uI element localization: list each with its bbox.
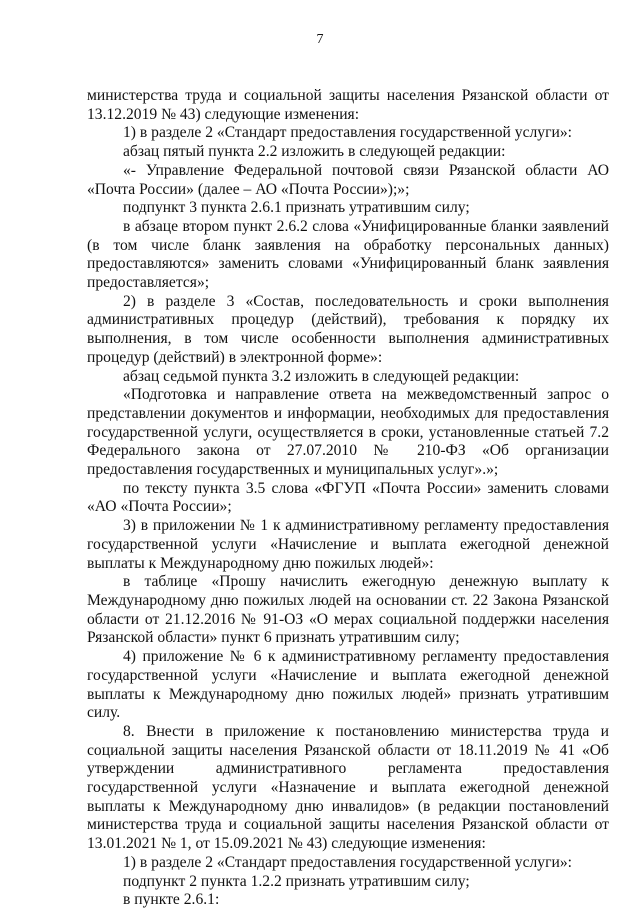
paragraph: подпункт 3 пункта 2.6.1 признать утратившим силу; bbox=[123, 199, 470, 217]
paragraph: 1) в разделе 2 «Стандарт предоставления государственной услуги»: bbox=[123, 124, 572, 142]
paragraph: по тексту пункта 3.5 слова «ФГУП «Почта России» заменить словами «АО «Почта России»; bbox=[87, 479, 609, 516]
paragraph: «Подготовка и направление ответа на межведомственный запрос о представлении документов и информации, необходимых для предоставления государственной услуги, осуществляется в сроки, установленные статьей 7.2 Федерального закона от 27.07.2010 № 210-ФЗ «Об организации предоставления государственных и муниципальных услуг».»; bbox=[87, 386, 609, 479]
paragraph: в пункте 2.6.1: bbox=[123, 891, 220, 909]
paragraph: 3) в приложении № 1 к административному регламенту предоставления государственной услуги «Начисление и выплата ежегодной денежной выплаты к Международному дню пожилых людей»: bbox=[87, 517, 609, 572]
paragraph: 1) в разделе 2 «Стандарт предоставления государственной услуги»: bbox=[123, 853, 572, 871]
paragraph: 4) приложение № 6 к административному регламенту предоставления государственной услуги «Начисление и выплата ежегодной денежной выплаты к Международному дню пожилых людей» признать утратившим силу. bbox=[87, 648, 609, 722]
paragraph: в абзаце втором пункт 2.6.2 слова «Унифицированные бланки заявлений (в том числе бланк заявления на обработку персональных данных) предоставляются» заменить словами «Унифицированный бланк заявления предоставляется»; bbox=[87, 217, 609, 292]
paragraph: 8. Внести в приложение к постановлению министерства труда и социальной защиты населения Рязанской области от 18.11.2019 № 41 «Об утверждении административного регламента предоставления государственной услуги «Назначение и выплата ежегодной денежной выплаты к Международному дню инвалидов» (в редакции постановлений министерства труда и социальной защиты населения Рязанской области от 13.01.2021 № 1, от 15.09.2021 № 43) следующие изменения: bbox=[87, 722, 609, 853]
paragraph: подпункт 2 пункта 1.2.2 признать утратившим силу; bbox=[123, 872, 470, 890]
page-number: 7 bbox=[316, 32, 324, 47]
document-body bbox=[87, 87, 609, 910]
paragraph: «- Управление Федеральной почтовой связи Рязанской области АО «Почта России» (далее – АО «Почта России»);»; bbox=[87, 161, 609, 198]
paragraph: абзац седьмой пункта 3.2 изложить в следующей редакции: bbox=[123, 367, 520, 385]
paragraph: абзац пятый пункта 2.2 изложить в следующей редакции: bbox=[123, 143, 506, 161]
paragraph: 2) в разделе 3 «Состав, последовательность и сроки выполнения административных процедур (действий), требования к порядку их выполнения, в том числе особенности выполнения административных процедур (действий) в электронной форме»: bbox=[87, 292, 609, 366]
paragraph: в таблице «Прошу начислить ежегодную денежную выплату к Международному дню пожилых людей на основании ст. 22 Закона Рязанской области от 21.12.2016 № 91-ОЗ «О мерах социальной поддержки населения Рязанской области» пункт 6 признать утратившим силу; bbox=[87, 573, 609, 647]
paragraph: министерства труда и социальной защиты населения Рязанской области от 13.12.2019 № 43) следующие изменения: bbox=[87, 87, 609, 123]
